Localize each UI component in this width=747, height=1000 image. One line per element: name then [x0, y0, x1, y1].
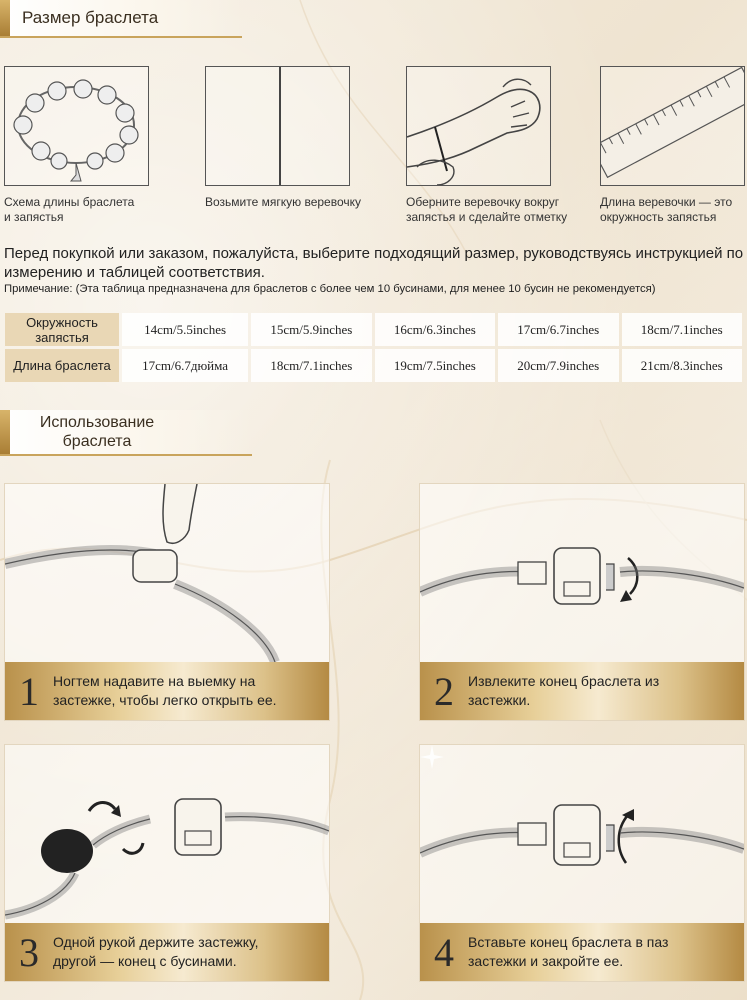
illustration-string: [205, 66, 350, 186]
size-table: [2, 310, 745, 385]
hand-icon: [407, 67, 550, 185]
step-3-panel: [4, 744, 330, 982]
table-cell: 14cm/5.5inches: [122, 313, 248, 346]
step-4-panel: [419, 744, 745, 982]
section-title-size-text: Размер браслета: [22, 8, 159, 27]
table-cell: 18cm/7.1inches: [622, 313, 743, 346]
table-cell: 16cm/6.3inches: [375, 313, 495, 346]
step-3-caption: 3 Одной рукой держите застежку, другой — конец с бусинами.: [5, 923, 329, 981]
step-3-number: 3: [19, 929, 39, 975]
sparkle-icon: [420, 745, 444, 769]
intro-text: Перед покупкой или заказом, пожалуйста, выберите подходящий размер, руководствуясь инструкцией по измерению и таблицей соответствия.: [4, 245, 744, 281]
table-cell: 20cm/7.9inches: [498, 349, 618, 382]
string-icon: [206, 67, 349, 185]
step-4-number: 4: [434, 929, 454, 975]
table-cell: 17cm/6.7дюйма: [122, 349, 248, 382]
note-text: Примечание: (Эта таблица предназначена для браслетов с более чем 10 бусинами, для менее 10 бусин не рекомендуется): [4, 283, 656, 295]
illustration-ruler: [600, 66, 745, 186]
step-1-caption: 1 Ногтем надавите на выемку на застежке, чтобы легко открыть ее.: [5, 662, 329, 720]
table-cell: 17cm/6.7inches: [498, 313, 618, 346]
row-header-bracelet: Длина браслета: [5, 349, 119, 382]
row-header-wrist: Окружность запястья: [5, 313, 119, 346]
illustration-bracelet: [4, 66, 149, 186]
table-cell: 21cm/8.3inches: [622, 349, 743, 382]
clasp-remove-icon: [420, 484, 744, 662]
step-2-caption: 2 Извлеките конец браслета из застежки.: [420, 662, 744, 720]
caption-string: Возьмите мягкую веревочку: [205, 195, 362, 209]
caption-bracelet: Схема длины браслета и запястья: [4, 195, 135, 224]
step-4-caption: 4 Вставьте конец браслета в паз застежки и закройте ее.: [420, 923, 744, 981]
table-cell: 15cm/5.9inches: [251, 313, 371, 346]
caption-length: Длина веревочки — это окружность запястья: [600, 195, 733, 224]
table-cell: 18cm/7.1inches: [251, 349, 371, 382]
bracelet-icon: [5, 67, 148, 185]
section-title-usage: Использование браслета: [0, 410, 252, 456]
illustration-hand: [406, 66, 551, 186]
step-1-number: 1: [19, 668, 39, 714]
table-row: [5, 349, 742, 382]
clasp-close-icon: [420, 745, 744, 923]
table-cell: 19cm/7.5inches: [375, 349, 495, 382]
step-2-panel: [419, 483, 745, 721]
section-title-size: [0, 0, 242, 38]
table-row: [5, 313, 742, 346]
caption-wrap: Оберните веревочку вокруг запястья и сделайте отметку: [406, 195, 568, 224]
ruler-icon: [601, 67, 744, 185]
hold-clasp-icon: [5, 745, 329, 923]
clasp-press-icon: [5, 484, 329, 662]
step-1-panel: [4, 483, 330, 721]
step-2-number: 2: [434, 668, 454, 714]
